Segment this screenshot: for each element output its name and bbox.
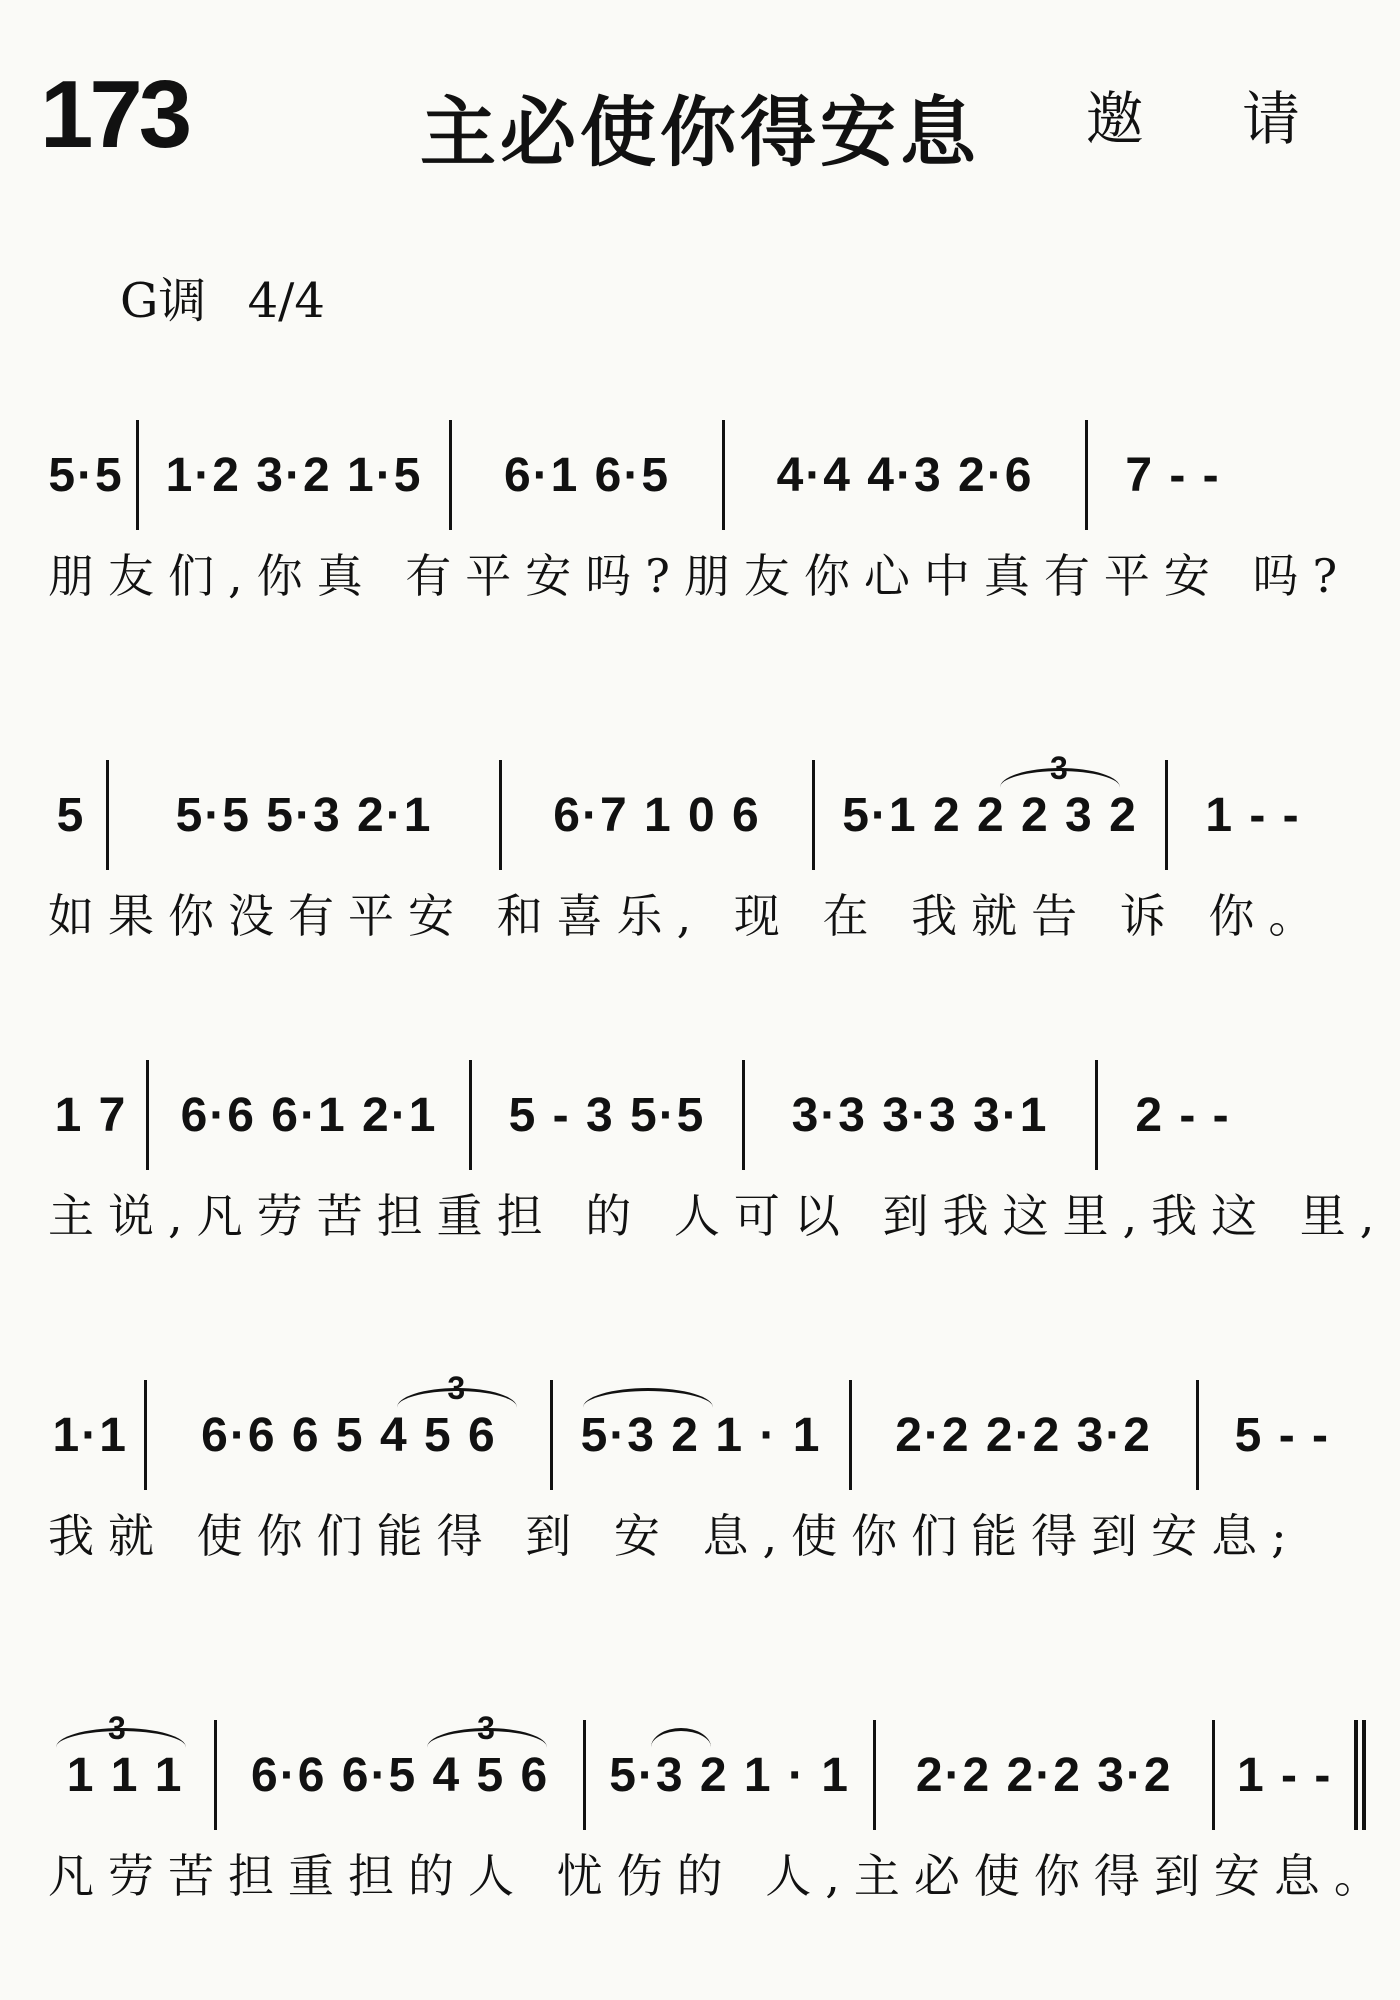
measure [214, 1710, 583, 1830]
measure-notes: 4·4 4·3 2·6 [776, 448, 1034, 502]
measure-notes: 5 - 3 5·5 [508, 1088, 706, 1142]
notation-row [46, 740, 1366, 870]
measure [46, 1060, 146, 1170]
measure-notes: 2 - - [1135, 1088, 1231, 1142]
measure [1085, 420, 1258, 530]
lyrics-line: 我就 使你们能得 到 安 息,使你们能得到安息; [48, 1509, 1301, 1563]
measure-notes: 6·7 1 0 6 [553, 788, 761, 842]
measure [1196, 1380, 1366, 1490]
measure [583, 1720, 873, 1830]
measure [46, 1380, 144, 1490]
measure-notes: 1 - - [1205, 788, 1301, 842]
measure [849, 1380, 1196, 1490]
measure-notes: 7 - - [1125, 448, 1221, 502]
notation-row [46, 1700, 1366, 1830]
key-signature [120, 262, 351, 331]
measure-notes: 3·3 3·3 3·1 [791, 1088, 1049, 1142]
measure-notes: 1 7 [54, 1088, 128, 1142]
page-header [0, 40, 1400, 180]
notation-row [46, 1360, 1366, 1490]
measure [469, 1060, 742, 1170]
lyrics-line: 如果你没有平安 和喜乐, 现 在 我就告 诉 你。 [48, 889, 1329, 943]
lyrics-line: 朋友们,你真 有平安吗?朋友你心中真有平安 吗? [48, 549, 1352, 603]
measure [550, 1380, 848, 1490]
notation-row [46, 400, 1366, 530]
triplet-mark: 3 [108, 1710, 128, 1746]
triplet-mark: 3 [477, 1710, 497, 1746]
measure [144, 1370, 550, 1490]
measure [722, 420, 1085, 530]
measure [46, 1710, 214, 1830]
slur [651, 1728, 711, 1767]
triplet-mark: 3 [447, 1370, 468, 1406]
measure-notes: 1 1 1 [66, 1748, 184, 1802]
measure [106, 760, 499, 870]
measure [873, 1720, 1212, 1830]
measure-notes: 1 - - [1237, 1748, 1333, 1802]
hymn-title: 主必使你得安息 [420, 88, 980, 177]
measure [449, 420, 722, 530]
notation-row [46, 1040, 1366, 1170]
measure-notes: 5·1 2 2 2 3 2 [842, 788, 1138, 842]
lyrics-line: 凡劳苦担重担的人 忧伤的 人,主必使你得到安息。 [48, 1849, 1394, 1903]
key-label: G调 [120, 273, 207, 329]
measure-notes: 1·2 3·2 1·5 [165, 448, 423, 502]
lyrics-line: 主说,凡劳苦担重担 的 人可以 到我这里,我这 里, [48, 1189, 1389, 1243]
slur [583, 1388, 713, 1427]
triplet-mark: 3 [1050, 750, 1070, 786]
measure-notes: 2·2 2·2 3·2 [915, 1748, 1173, 1802]
measure [742, 1060, 1095, 1170]
measure-notes: 5·5 5·3 2·1 [175, 788, 433, 842]
measure-notes: 2·2 2·2 3·2 [895, 1408, 1152, 1462]
measure [46, 420, 136, 530]
hymn-number: 173 [40, 61, 189, 168]
measure [812, 750, 1165, 870]
measure-notes: 5 [56, 788, 86, 842]
measure [146, 1060, 469, 1170]
measure-notes: 5 - - [1234, 1408, 1330, 1462]
measure-notes: 6·1 6·5 [503, 448, 671, 502]
measure [46, 760, 106, 870]
measure-notes: 1·1 [52, 1408, 128, 1462]
measure-notes: 5·3 2 1 · 1 [609, 1748, 850, 1802]
time-signature: 4/4 [247, 273, 325, 329]
measure-notes: 6·6 6·1 2·1 [180, 1088, 438, 1142]
hymn-category: 邀 请 [1085, 85, 1340, 153]
measure-notes: 6·6 6 5 4 5 6 [201, 1408, 497, 1462]
measure-final [1212, 1720, 1366, 1830]
measure-notes: 5·5 [48, 448, 124, 502]
measure [136, 420, 449, 530]
measure [1095, 1060, 1268, 1170]
measure [499, 760, 812, 870]
measure [1165, 760, 1338, 870]
measure-notes: 5·3 2 1 · 1 [580, 1408, 822, 1462]
measure-notes: 6·6 6·5 4 5 6 [251, 1748, 550, 1802]
